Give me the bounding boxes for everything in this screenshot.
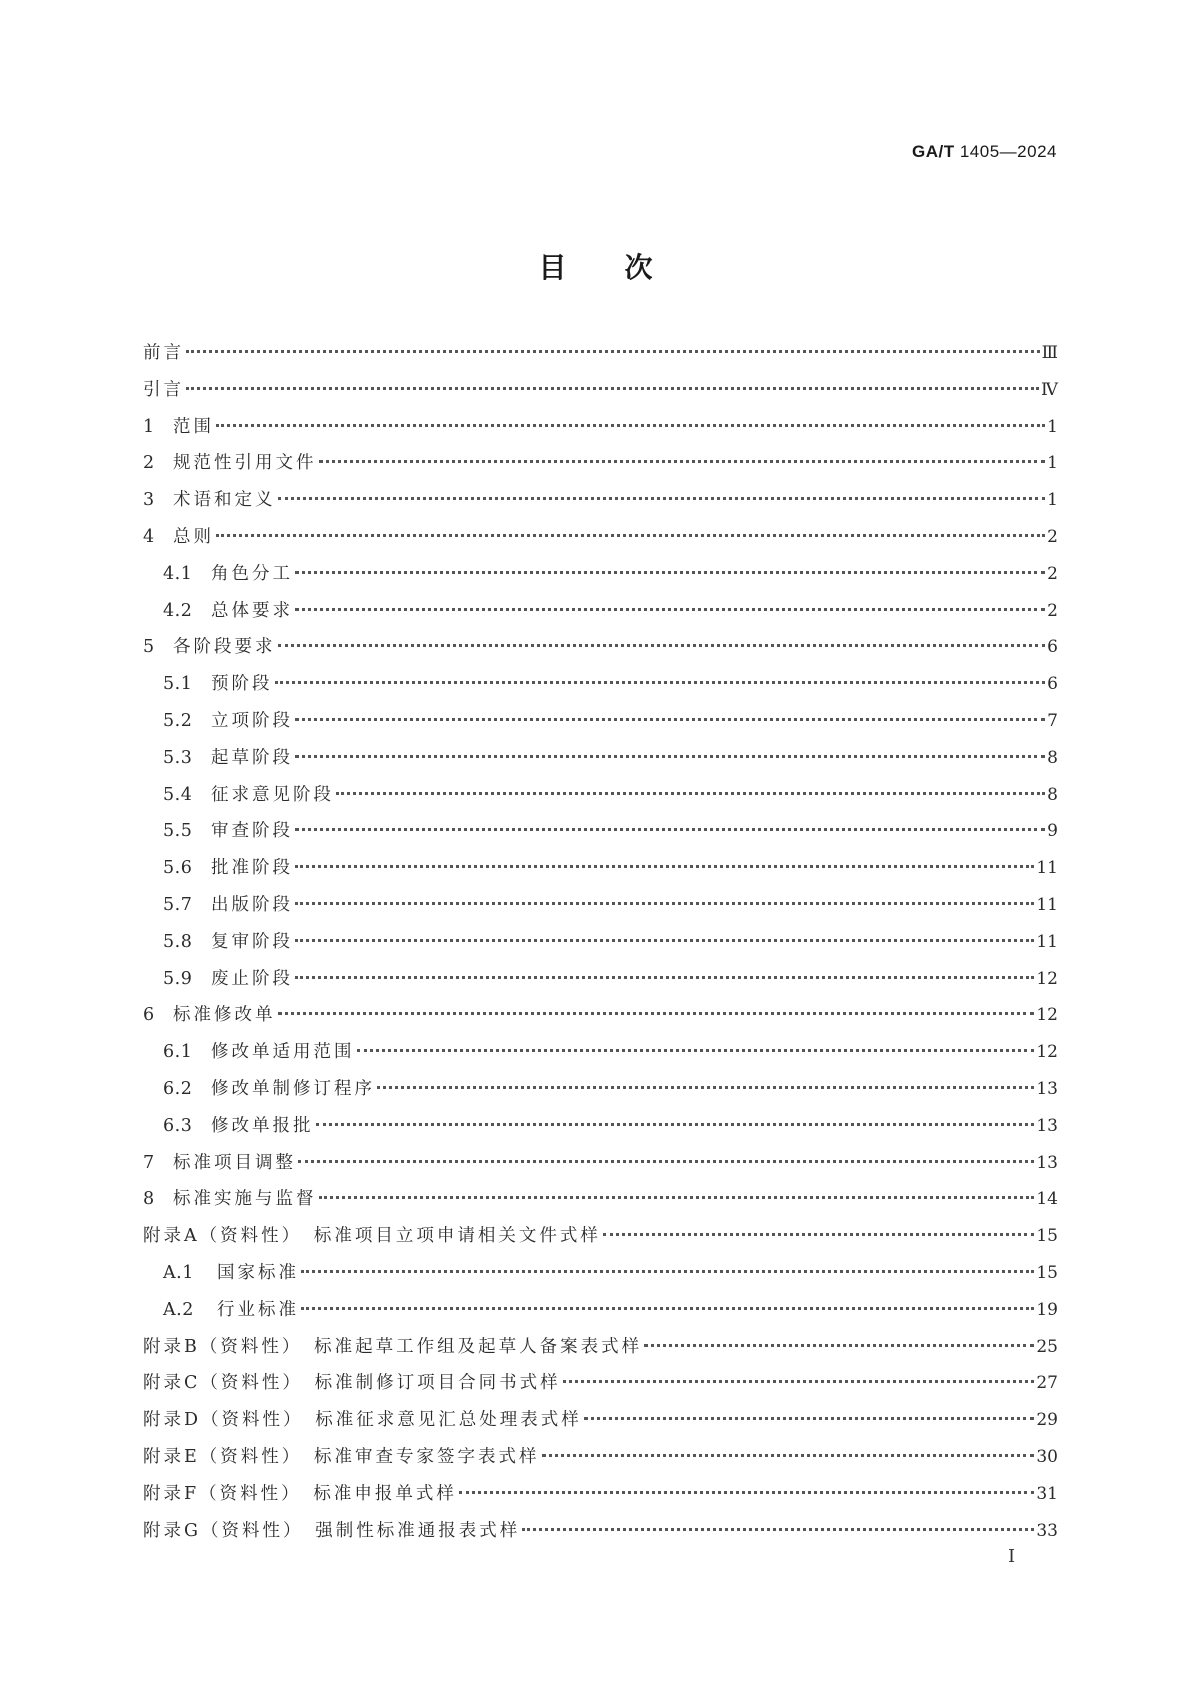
toc-entry-label: 废止阶段 — [211, 968, 293, 989]
toc-entry-page: 2 — [1047, 563, 1058, 584]
toc-entry[interactable] — [143, 560, 1058, 597]
dot-leader — [301, 1270, 1034, 1273]
dot-leader — [584, 1417, 1035, 1420]
toc-entry[interactable] — [143, 1443, 1058, 1480]
toc-entry-number: 5.1 — [163, 674, 193, 695]
toc-entry-label: 引言 — [143, 379, 184, 400]
toc-entry-page: 13 — [1036, 1078, 1058, 1099]
toc-entry-number: 5.6 — [163, 858, 193, 879]
toc-entry-page: 11 — [1036, 931, 1058, 952]
toc-entry-label: 立项阶段 — [211, 710, 293, 731]
toc-entry[interactable] — [143, 633, 1058, 670]
toc-entry-page: 13 — [1036, 1115, 1058, 1136]
toc-entry-label: 术语和定义 — [173, 490, 276, 511]
toc-entry-page: 6 — [1047, 637, 1058, 658]
toc-entry-label: 规范性引用文件 — [173, 453, 317, 474]
dot-leader — [295, 608, 1045, 611]
document-code-prefix: GA/T — [912, 142, 955, 161]
toc-entry-label: 批准阶段 — [211, 858, 293, 879]
toc-entry[interactable] — [143, 1369, 1058, 1406]
dot-leader — [563, 1380, 1035, 1383]
toc-entry-number: 8 — [143, 1189, 155, 1210]
toc-entry[interactable] — [143, 1222, 1058, 1259]
document-code — [912, 142, 1057, 162]
dot-leader — [295, 828, 1045, 831]
dot-leader — [295, 571, 1045, 574]
toc-entry-number: 4 — [143, 526, 155, 547]
toc-entry[interactable] — [143, 781, 1058, 818]
toc-entry-label: 预阶段 — [211, 674, 273, 695]
dot-leader — [278, 497, 1046, 500]
toc-entry-number: 5.5 — [163, 821, 193, 842]
toc-entry-page: 1 — [1047, 416, 1058, 437]
toc-entry-page: 30 — [1036, 1446, 1058, 1467]
toc-entry-number: 4.2 — [163, 600, 193, 621]
toc-entry-page: Ⅲ — [1041, 343, 1058, 363]
page-number: I — [1008, 1546, 1016, 1567]
toc-entry-label: 总体要求 — [211, 600, 293, 621]
toc-entry-page: 14 — [1036, 1189, 1058, 1210]
toc-entry[interactable] — [143, 1038, 1058, 1075]
dot-leader — [377, 1086, 1034, 1089]
toc-entry-number: 6.2 — [163, 1078, 193, 1099]
dot-leader — [295, 865, 1034, 868]
dot-leader — [295, 902, 1034, 905]
toc-entry-label: 行业标准 — [217, 1299, 299, 1320]
dot-leader — [295, 976, 1034, 979]
toc-entry-number: 5.4 — [163, 784, 193, 805]
dot-leader — [319, 1196, 1035, 1199]
toc-entry-page: 15 — [1036, 1262, 1058, 1283]
dot-leader — [216, 424, 1045, 427]
toc-entry-label: 附录B（资料性） 标准起草工作组及起草人备案表式样 — [143, 1336, 643, 1357]
toc-entry-label: 标准实施与监督 — [173, 1189, 317, 1210]
toc-entry-number: A.2 — [163, 1299, 194, 1320]
dot-leader — [278, 1012, 1035, 1015]
toc-entry[interactable] — [143, 1185, 1058, 1222]
dot-leader — [275, 681, 1046, 684]
toc-entry-label: 审查阶段 — [211, 821, 293, 842]
dot-leader — [298, 1160, 1034, 1163]
toc-entry-number: 5.8 — [163, 931, 193, 952]
toc-entry[interactable] — [143, 1517, 1058, 1554]
toc-entry-page: 8 — [1047, 784, 1058, 805]
toc-entry-page: 2 — [1047, 600, 1058, 621]
toc-entry-page: 13 — [1036, 1152, 1058, 1173]
dot-leader — [644, 1344, 1034, 1347]
toc-entry[interactable] — [143, 1296, 1058, 1333]
toc-entry-page: 12 — [1036, 968, 1058, 989]
dot-leader — [301, 1307, 1034, 1310]
toc-entry[interactable] — [143, 1149, 1058, 1186]
dot-leader — [603, 1233, 1034, 1236]
toc-entry-number: 5 — [143, 637, 155, 658]
toc-entry-number: 5.2 — [163, 710, 193, 731]
toc-entry-page: 27 — [1036, 1373, 1058, 1394]
toc-entry[interactable] — [143, 965, 1058, 1002]
table-of-contents — [143, 339, 1058, 1553]
toc-entry-label: 附录G（资料性） 强制性标准通报表式样 — [143, 1520, 521, 1541]
toc-entry[interactable] — [143, 597, 1058, 634]
document-code-number: 1405—2024 — [954, 142, 1057, 161]
toc-entry-page: 12 — [1036, 1005, 1058, 1026]
toc-entry-label: 起草阶段 — [211, 747, 293, 768]
toc-entry-number: 6.3 — [163, 1115, 193, 1136]
toc-entry-label: 修改单制修订程序 — [211, 1078, 375, 1099]
toc-entry-label: 角色分工 — [211, 563, 293, 584]
toc-entry-page: Ⅳ — [1041, 379, 1058, 400]
dot-leader — [542, 1454, 1035, 1457]
toc-entry-label: 附录C（资料性） 标准制修订项目合同书式样 — [143, 1373, 561, 1394]
toc-entry-label: 各阶段要求 — [173, 637, 276, 658]
toc-entry[interactable] — [143, 1001, 1058, 1038]
toc-entry[interactable] — [143, 486, 1058, 523]
toc-entry-number: 6.1 — [163, 1042, 193, 1063]
toc-entry-label: 出版阶段 — [211, 894, 293, 915]
dot-leader — [522, 1528, 1034, 1531]
toc-entry-page: 7 — [1047, 710, 1058, 731]
toc-entry-label: 附录F（资料性） 标准申报单式样 — [143, 1483, 457, 1504]
toc-entry-number: 5.7 — [163, 894, 193, 915]
toc-entry[interactable] — [143, 1075, 1058, 1112]
toc-entry-label: 附录A（资料性） 标准项目立项申请相关文件式样 — [143, 1226, 601, 1247]
toc-entry-label: 标准项目调整 — [173, 1152, 296, 1173]
toc-entry-label: 复审阶段 — [211, 931, 293, 952]
toc-entry-page: 11 — [1036, 894, 1058, 915]
toc-entry-label: 总则 — [173, 526, 214, 547]
toc-entry-number: 2 — [143, 453, 155, 474]
toc-entry[interactable] — [143, 449, 1058, 486]
dot-leader — [459, 1491, 1034, 1494]
dot-leader — [216, 534, 1045, 537]
toc-entry[interactable] — [143, 376, 1058, 413]
toc-entry-number: 4.1 — [163, 563, 193, 584]
toc-entry[interactable] — [143, 670, 1058, 707]
toc-entry-label: 附录E（资料性） 标准审查专家签字表式样 — [143, 1446, 540, 1467]
toc-entry-label: 附录D（资料性） 标准征求意见汇总处理表式样 — [143, 1410, 582, 1431]
toc-entry-page: 33 — [1036, 1520, 1058, 1541]
dot-leader — [278, 644, 1046, 647]
toc-entry-page: 19 — [1036, 1299, 1058, 1320]
toc-entry[interactable] — [143, 891, 1058, 928]
toc-entry[interactable] — [143, 523, 1058, 560]
toc-entry-number: 7 — [143, 1152, 155, 1173]
toc-entry-number: 3 — [143, 490, 155, 511]
toc-entry-page: 15 — [1036, 1226, 1058, 1247]
toc-entry-label: 修改单适用范围 — [211, 1042, 355, 1063]
toc-entry[interactable] — [143, 339, 1058, 376]
toc-entry[interactable] — [143, 928, 1058, 965]
toc-entry-page: 12 — [1036, 1042, 1058, 1063]
toc-entry-label: 修改单报批 — [211, 1115, 314, 1136]
dot-leader — [295, 718, 1045, 721]
dot-leader — [316, 1123, 1035, 1126]
toc-entry-label: 范围 — [173, 416, 214, 437]
toc-entry[interactable] — [143, 1333, 1058, 1370]
dot-leader — [357, 1049, 1035, 1052]
toc-entry[interactable] — [143, 1480, 1058, 1517]
toc-entry-page: 2 — [1047, 526, 1058, 547]
toc-entry-number: A.1 — [163, 1262, 194, 1283]
dot-leader — [295, 755, 1045, 758]
toc-entry-label: 前言 — [143, 343, 184, 363]
toc-entry[interactable] — [143, 817, 1058, 854]
toc-entry[interactable] — [143, 854, 1058, 891]
toc-entry-page: 25 — [1036, 1336, 1058, 1357]
dot-leader — [295, 939, 1034, 942]
toc-entry-page: 29 — [1036, 1410, 1058, 1431]
dot-leader — [336, 792, 1045, 795]
toc-entry-page: 1 — [1047, 490, 1058, 511]
toc-entry-page: 1 — [1047, 453, 1058, 474]
dot-leader — [319, 460, 1046, 463]
dot-leader — [186, 387, 1039, 390]
toc-entry[interactable] — [143, 707, 1058, 744]
toc-entry-page: 31 — [1036, 1483, 1058, 1504]
toc-entry-page: 11 — [1036, 858, 1058, 879]
toc-entry[interactable] — [143, 1112, 1058, 1149]
toc-entry-page: 9 — [1047, 821, 1058, 842]
toc-entry-label: 征求意见阶段 — [211, 784, 334, 805]
page-title: 目次 — [538, 251, 711, 284]
toc-entry-label: 标准修改单 — [173, 1005, 276, 1026]
toc-entry[interactable] — [143, 744, 1058, 781]
toc-entry-page: 6 — [1047, 674, 1058, 695]
toc-entry-number: 5.9 — [163, 968, 193, 989]
toc-entry[interactable] — [143, 413, 1058, 450]
toc-entry-page: 8 — [1047, 747, 1058, 768]
dot-leader — [186, 350, 1040, 353]
toc-entry-number: 5.3 — [163, 747, 193, 768]
toc-entry[interactable] — [143, 1406, 1058, 1443]
toc-entry-number: 1 — [143, 416, 155, 437]
toc-entry-label: 国家标准 — [217, 1262, 299, 1283]
toc-entry-number: 6 — [143, 1005, 155, 1026]
toc-entry[interactable] — [143, 1259, 1058, 1296]
